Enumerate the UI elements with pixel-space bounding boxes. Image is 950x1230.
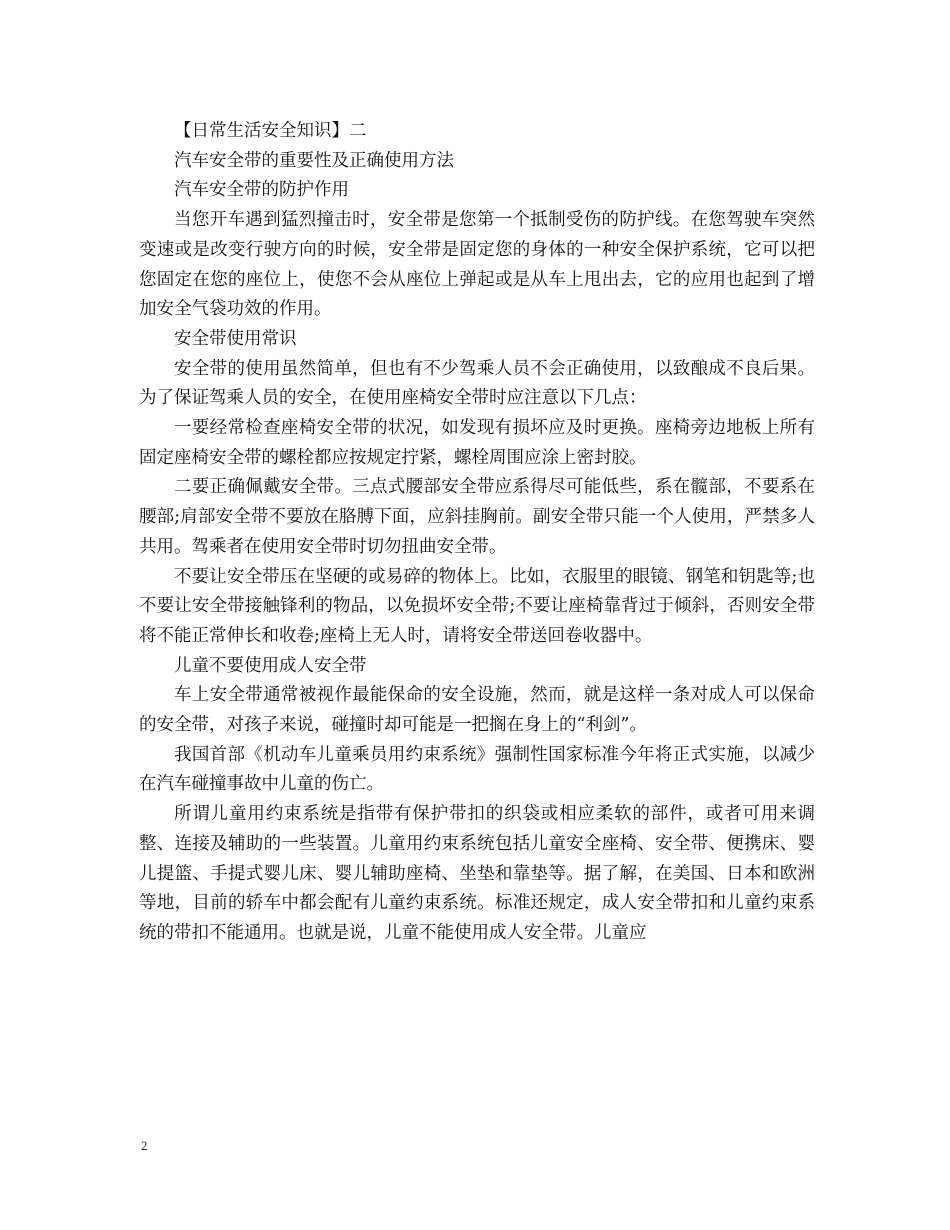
- subheading-children: 儿童不要使用成人安全带: [174, 655, 367, 676]
- paragraph-objects: 不要让安全带压在坚硬的或易碎的物体上。比如，衣服里的眼镜、钢笔和钥匙等;也不要让安全带接触锋利的物品，以免损坏安全带;不要让座椅靠背过于倾斜，否则安全带将不能正常伸长和收卷;座椅上无人时，请将安全带送回卷收器中。: [139, 566, 815, 646]
- paragraph-children-risk: 车上安全带通常被视作最能保命的安全设施，然而，就是这样一条对成人可以保命的安全带，对孩子来说，碰撞时却可能是一把搁在身上的“利剑”。: [139, 685, 815, 736]
- paragraph-check: 一要经常检查座椅安全带的状况，如发现有损坏应及时更换。座椅旁边地板上所有固定座椅安全带的螺栓都应按规定拧紧，螺栓周围应涂上密封胶。: [139, 418, 815, 468]
- paragraph-restraint-system: 所谓儿童用约束系统是指带有保护带扣的织袋或相应柔软的部件，或者可用来调整、连接及辅助的一些装置。儿童用约束系统包括儿童安全座椅、安全带、便携床、婴儿提篮、手提式婴儿床、婴儿辅助座椅、坐垫和靠垫等。据了解，在美国、日本和欧洲等地，目前的轿车中都会配有儿童约束系统。标准还规定，成人安全带扣和儿童约束系统的带扣不能通用。也就是说，儿童不能使用成人安全带。儿童应: [139, 804, 815, 943]
- section-heading: 【日常生活安全知识】二: [174, 121, 367, 141]
- document-body: [139, 117, 815, 949]
- paragraph-wear: 二要正确佩戴安全带。三点式腰部安全带应系得尽可能低些，系在髋部，不要系在腰部;肩部安全带不要放在胳膊下面，应斜挂胸前。副安全带只能一个人使用，严禁多人共用。驾乘者在使用安全带时切勿扭曲安全带。: [139, 477, 815, 557]
- subheading-protection: 汽车安全带的防护作用: [174, 180, 349, 201]
- subheading-usage: 安全带使用常识: [174, 328, 297, 349]
- article-title: 汽车安全带的重要性及正确使用方法: [174, 150, 454, 171]
- paragraph-protection: 当您开车遇到猛烈撞击时，安全带是您第一个抵制受伤的防护线。在您驾驶车突然变速或是改变行驶方向的时候，安全带是固定您的身体的一种安全保护系统，它可以把您固定在您的座位上，使您不会从座位上弹起或是从车上甩出去，它的应用也起到了增加安全气袋功效的作用。: [139, 210, 815, 320]
- paragraph-usage-intro: 安全带的使用虽然简单，但也有不少驾乘人员不会正确使用，以致酿成不良后果。为了保证驾乘人员的安全，在使用座椅安全带时应注意以下几点：: [139, 358, 815, 409]
- paragraph-standard: 我国首部《机动车儿童乘员用约束系统》强制性国家标准今年将正式实施，以减少在汽车碰撞事故中儿童的伤亡。: [139, 744, 815, 795]
- page-number: 2: [141, 1138, 148, 1153]
